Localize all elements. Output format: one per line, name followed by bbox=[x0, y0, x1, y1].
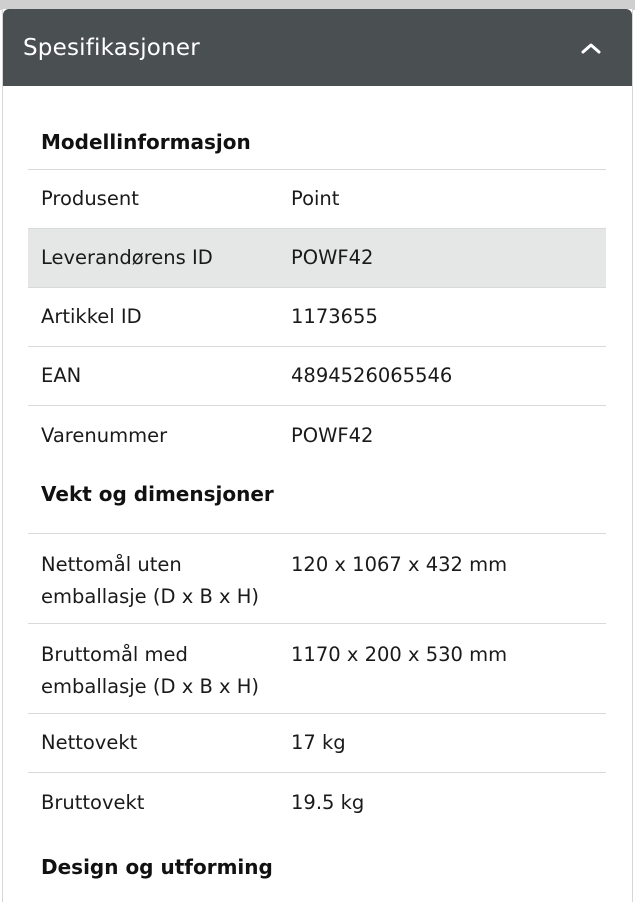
spec-row bbox=[28, 714, 606, 773]
spec-value: 17 kg bbox=[291, 731, 346, 754]
spec-value: POWF42 bbox=[291, 246, 374, 269]
accordion-title: Spesifikasjoner bbox=[23, 34, 200, 61]
spec-row bbox=[28, 288, 606, 347]
spec-value: 1170 x 200 x 530 mm bbox=[291, 643, 508, 666]
specifications-content bbox=[3, 86, 632, 902]
section-title-modellinformasjon: Modellinformasjon bbox=[41, 130, 251, 154]
spec-row bbox=[28, 773, 606, 832]
spec-value: 120 x 1067 x 432 mm bbox=[291, 553, 508, 576]
spec-row bbox=[28, 406, 606, 465]
spec-row bbox=[28, 229, 606, 288]
spec-label: EAN bbox=[41, 364, 82, 387]
spec-label: Nettovekt bbox=[41, 731, 138, 754]
spec-table-modellinformasjon bbox=[28, 169, 606, 465]
accordion-header[interactable] bbox=[3, 9, 632, 86]
spec-value: Point bbox=[291, 187, 340, 210]
spec-label: Artikkel ID bbox=[41, 305, 142, 328]
spec-table-vekt-og-dimensjoner bbox=[28, 533, 606, 832]
spec-row bbox=[28, 624, 606, 714]
spec-label: Bruttovekt bbox=[41, 790, 145, 814]
spec-label: Produsent bbox=[41, 187, 139, 210]
spec-label: Varenummer bbox=[41, 423, 168, 447]
spec-label: Bruttomål med emballasje (D x B x H) bbox=[41, 643, 260, 698]
spec-row bbox=[28, 347, 606, 406]
spec-label: Nettomål uten emballasje (D x B x H) bbox=[41, 553, 260, 608]
spec-value: 19.5 kg bbox=[291, 790, 365, 814]
spec-row bbox=[28, 170, 606, 229]
section-title-vekt-og-dimensjoner: Vekt og dimensjoner bbox=[41, 482, 274, 506]
specifications-panel bbox=[2, 9, 633, 902]
spec-label: Leverandørens ID bbox=[41, 246, 213, 269]
spec-value: 4894526065546 bbox=[291, 364, 453, 387]
spec-value: POWF42 bbox=[291, 423, 374, 447]
section-title-design-og-utforming: Design og utforming bbox=[41, 855, 273, 879]
chevron-up-icon[interactable] bbox=[580, 37, 602, 59]
spec-row bbox=[28, 534, 606, 624]
spec-value: 1173655 bbox=[291, 305, 378, 328]
